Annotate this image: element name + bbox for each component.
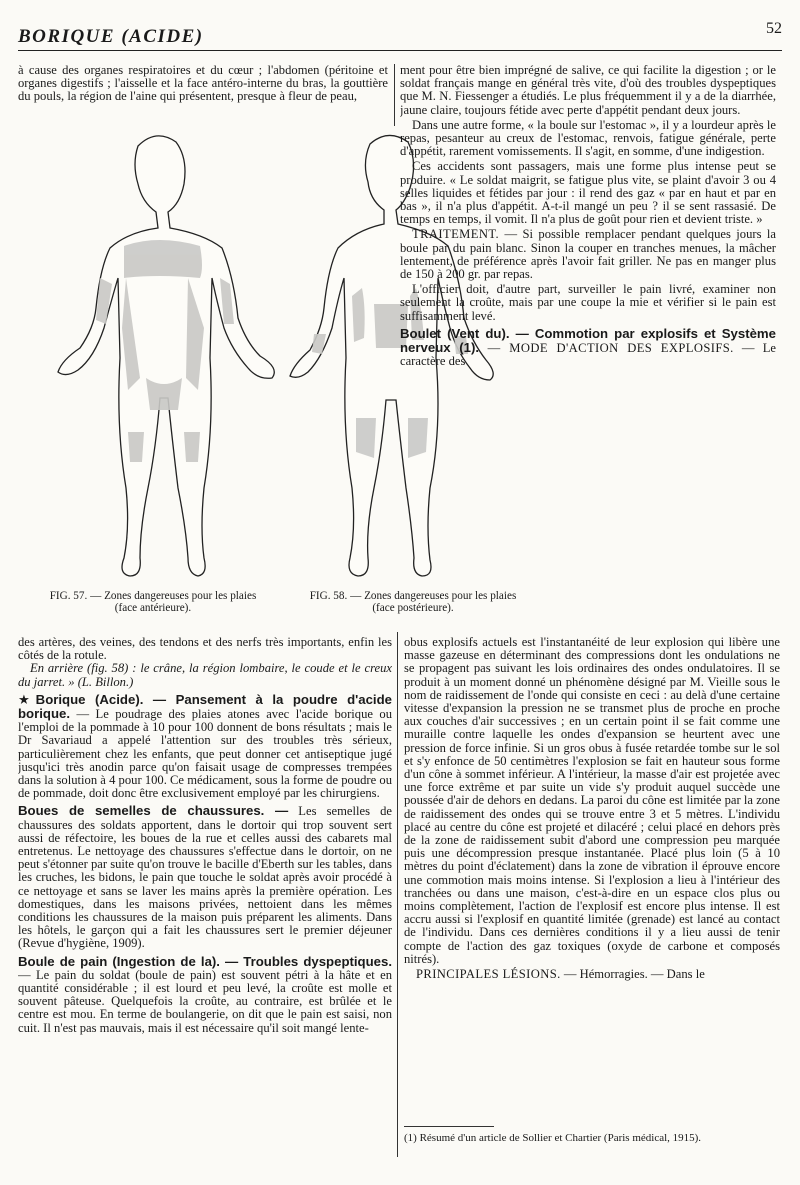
left-bottom-column bbox=[18, 636, 392, 1156]
paragraph: PRINCIPALES LÉSIONS. — Hémorragies. — Dans le bbox=[416, 967, 705, 982]
entry-borique: ★Borique (Acide). — Pansement à la poudre d'acide borique. — Le poudrage des plaies atones avec l'acide borique ou l'emploi de la pommade à 10 pour 100 donnent de bons résultats ; mais le Dr Savariaud a appelé l'attention sur des troubles très sérieux, particulièrement chez les enfants, que peut donner cet antiseptique jugé jusqu'ici très anodin parce qu'on faisait usage de compresses trempées dans la solution à 4 pour 100. Ce médicament, sous la forme de poudre ou de pommade, doit donc être exclusivement employé par les chirurgiens. bbox=[18, 691, 392, 801]
figure-57-caption: FIG. 57. — Zones dangereuses pour les plaies (face antérieure). bbox=[49, 590, 257, 614]
right-bottom-column bbox=[404, 636, 780, 1122]
right-top-column bbox=[400, 64, 776, 609]
intro-text: à cause des organes respiratoires et du cœur ; l'abdomen (péritoine et organes digestifs ; l'aisselle et la face antéro-interne du bras, la gouttière du pouls, la région de l'aine qui présentent, presque à fleur de peau, bbox=[18, 64, 388, 104]
footnote: (1) Résumé d'un article de Sollier et Chartier (Paris médical, 1915). bbox=[404, 1132, 702, 1144]
page-header bbox=[18, 20, 782, 50]
entry-heading: ★Borique (Acide). — Pansement à la poudre d'acide borique. bbox=[18, 691, 392, 722]
entry-heading: Boule de pain (Ingestion de la). — Troubles dyspeptiques. bbox=[18, 953, 392, 969]
column-divider-top bbox=[394, 64, 395, 126]
column-divider-bottom bbox=[397, 632, 398, 1157]
entry-heading: Boues de semelles de chaussures. — bbox=[18, 803, 289, 819]
entry-heading: Boulet (Vent du). — Commotion par explosifs et Système nerveux (1). bbox=[400, 325, 776, 356]
running-title: BORIQUE (ACIDE) bbox=[18, 26, 204, 47]
traitement-label: TRAITEMENT. bbox=[412, 227, 500, 242]
entry-boues: Boues de semelles de chaussures. — Les semelles de chaussures des soldats apportent, dans le dortoir qui trop souvent sert aussi de réfectoire, les boues de la rue et celles aussi des cabarets mal entretenus. Le nettoyage des chaussures s'effectue dans le dortoir, on ne peut s'étonner par suite qu'on trouve le bacille d'Eberth sur les tables, dans les cruches, les bidons, le pain que touche le soldat après avoir procédé à ce nettoyage et sans se laver les mains après la première opération. Les domestiques, dans les maisons privées, nettoient dans les mêmes conditions les chaussures de la maison puis préparent les aliments. Dans les hôtels, le garçon qui a fait les chaussures sert le premier déjeuner (Revue d'hygiène, 1909). bbox=[18, 803, 392, 951]
paragraph: L'officier doit, d'autre part, surveiller le pain livré, examiner non seulement la croûte, mais par une coupe la mie et vérifier si le pain est suffisamment levé. bbox=[400, 282, 776, 323]
paragraph: des artères, des veines, des tendons et des nerfs très importants, enfin les côtés de la rotule. bbox=[18, 636, 392, 663]
lesions-label: PRINCIPALES LÉSIONS. bbox=[416, 967, 561, 982]
paragraph: En arrière (fig. 58) : le crâne, la région lombaire, le coude et le creux du jarret. » (L. Billon.) bbox=[18, 661, 392, 689]
figure-58-caption: FIG. 58. — Zones dangereuses pour les plaies (face postérieure). bbox=[309, 590, 517, 614]
entry-boulet: Boulet (Vent du). — Commotion par explosifs et Système nerveux (1). — MODE D'ACTION DES EXPLOSIFS. — Le caractère des bbox=[400, 325, 776, 369]
entry-boule: Boule de pain (Ingestion de la). — Troubles dyspeptiques. — Le pain du soldat (boule de pain) est souvent pétri à la hâte et en quantité considérable ; il est lourd et peu levé, la croûte est molle et souvent pâteuse. Quelquefois la croûte, au contraire, est brûlée et le centre est mou. En terme de boulangerie, on dit que le pain est saisi, non cuit. Il n'est pas mauvais, mais il est nécessaire qu'il soit mangé lente- bbox=[18, 953, 392, 1035]
intro-paragraph bbox=[18, 64, 388, 126]
paragraph: Ces accidents sont passagers, mais une forme plus intense peut se produire. « Le soldat maigrit, se fatigue plus vite, se plaint d'avoir 3 ou 4 selles liquides et fétides par jour : il rend des gaz « par en haut et par en bas », il n'a plus d'appétit. A-t-il mangé un peu ? il se sent rassasié. De temps en temps, il vomit. Il n'a plus de goût pour rien et devient triste. » bbox=[400, 159, 776, 227]
paragraph: ment pour être bien imprégné de salive, ce qui facilite la digestion ; or le soldat français mange en général très vite, d'où des troubles dyspeptiques que M. N. Fiessenger a étudiés. Le plus fréquemment il y a de la diarrhée, jaune claire, toujours fétide avec perte d'appétit pendant deux jours. bbox=[400, 64, 776, 117]
header-rule bbox=[18, 50, 782, 51]
paragraph: Dans une autre forme, « la boule sur l'estomac », il y a lourdeur après le repas, pesanteur au creux de l'estomac, renvois, fatigue générale, perte d'appétit, rarement vomissements. Il s'agit, en somme, d'une indigestion. bbox=[400, 117, 776, 159]
page-number: 52 bbox=[766, 20, 782, 37]
paragraph: obus explosifs actuels est l'instantanéité de leur explosion qui libère une masse gazeuse en déterminant des compressions dont les ondulations ne se propagent pas suivant les lois ordinaires des ondes ondulatoires. Il se produit à un moment donné un phénomène désigné par M. Vieille sous le nom de raidissement de l'onde qui consiste en ceci : au delà d'une certaine vitesse d'expansion la pression ne se transmet plus de proche en proche aux couches d'air successives ; en un certain point il se fait comme une muraille contre laquelle les ondes d'expansion se heurtent avec une pression de force infinie. Si un gros obus à fusée retardée tombe sur le sol et s'y enfonce de 50 centimètres l'explosion se fait en hauteur sous forme d'un cône à sommet inférieur. A l'intérieur, la masse d'air est projetée avec une force extrême et par suite un vide s'y produit auquel succède une poussée d'air de dehors en dedans. La paroi du cône est limitée par la zone de raidissement des ondes qui se trouve entre 3 et 5 mètres. L'individu placé au centre du cône est projeté et dilacéré ; celui placé en dehors près de la zone de raidissement subit d'abord une compression peu marquée puis une décompression presque instantanée. Placé plus loin (5 à 10 mètres du point d'éclatement) dans la zone de vibration il éprouve encore une commotion mais moins intense. Si l'explosion a lieu à l'intérieur des tranchées ou dans une maison, c'est-à-dire en un espace clos plus ou moins complètement, l'action de l'explosif est encore plus intense. Il est accru aussi si l'explosif en quantité limitée (grenade) est lancé au contact de l'individu. Dans ces dernières conditions il y a lieu aussi de tenir compte de l'action des gaz toxiques (oxyde de carbone et composés nitrés). bbox=[404, 636, 780, 966]
footnote-rule bbox=[404, 1126, 494, 1127]
paragraph: TRAITEMENT. — Si possible remplacer pendant quelques jours la boule par du pain blanc. Sinon la couper en tranches menues, la mâcher lentement, de préférence après l'avoir fait griller. Ne pas en manger plus de 150 à 200 gr. par repas. bbox=[400, 227, 776, 282]
